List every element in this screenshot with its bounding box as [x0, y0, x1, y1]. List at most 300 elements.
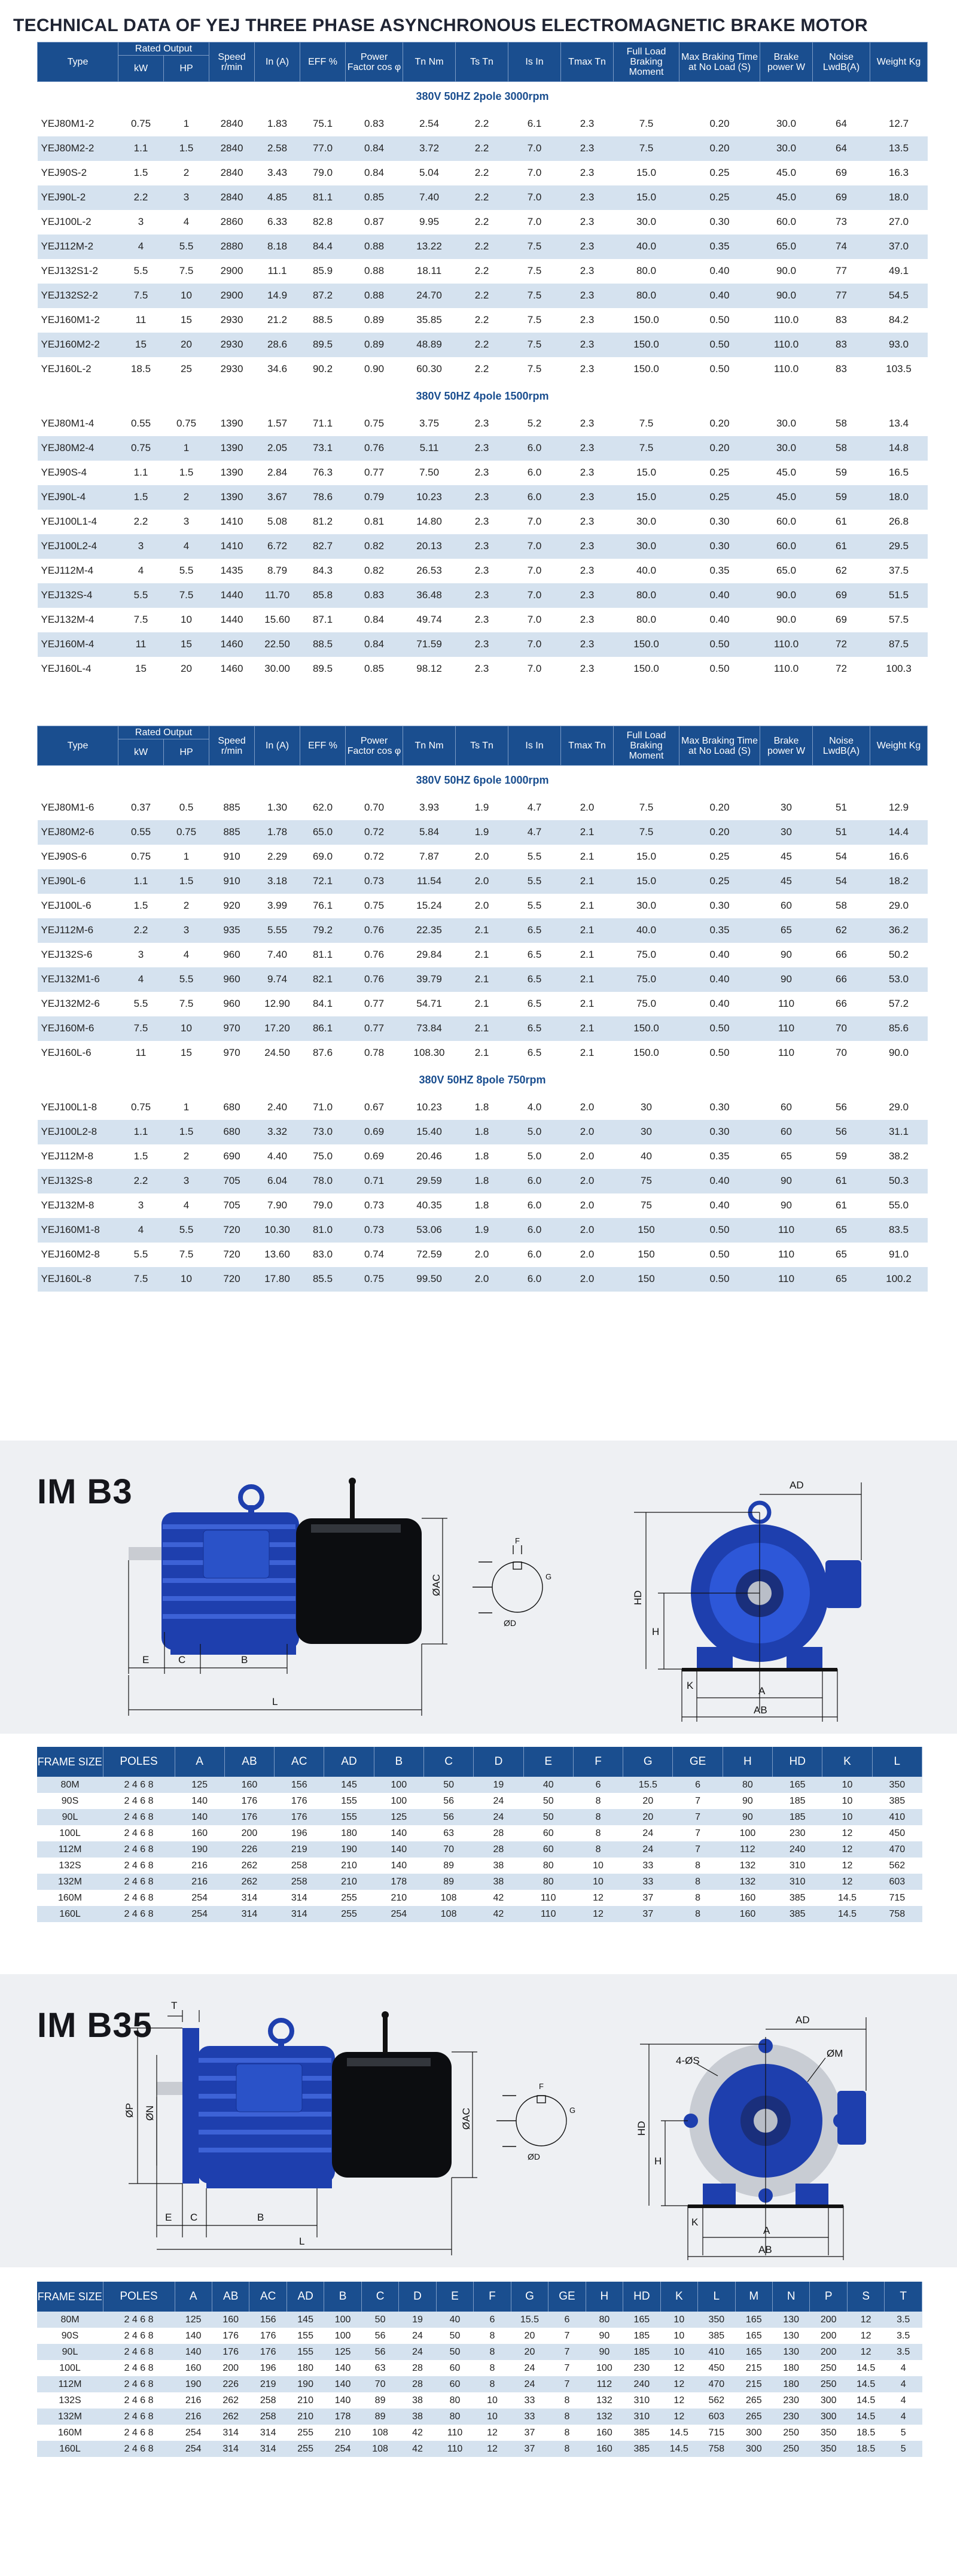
table-cell: 54 [836, 851, 847, 862]
table-cell: 30.00 [264, 663, 290, 674]
table-cell: 8 [564, 2395, 570, 2406]
col-header-kw: kW [118, 739, 164, 766]
table-cell: 54.5 [870, 284, 928, 308]
table-cell: 314 [291, 1892, 307, 1903]
table-cell: 6.0 [527, 1249, 542, 1260]
table-cell: 56 [374, 2330, 386, 2341]
table-cell: 3 [164, 185, 209, 210]
table-cell: 2.58 [255, 136, 300, 161]
table-row [37, 1825, 922, 1841]
table-cell: YEJ132M1-6 [38, 967, 118, 992]
dim-label-AC: ØAC [431, 1574, 442, 1596]
table-cell: 300 [810, 2408, 847, 2425]
imb35-label: IM B35 [37, 2006, 153, 2045]
table-cell: 15.0 [636, 167, 657, 178]
table-cell: 1.8 [456, 1169, 508, 1193]
table-cell: 58 [836, 418, 847, 429]
table-cell: 2 4 6 8 [103, 1874, 175, 1890]
dim-label-D: ØD [504, 1618, 516, 1628]
table-cell: YEJ112M-4 [41, 565, 94, 576]
table-cell: 18.5 [130, 363, 151, 374]
table-cell: 4 [118, 1218, 164, 1243]
dim-col-header: G [511, 2282, 548, 2312]
table-cell: 24 [524, 2362, 535, 2373]
table-cell: 0.77 [364, 998, 385, 1009]
table-cell: 180 [773, 2376, 810, 2392]
table-cell: 6.0 [508, 1267, 561, 1292]
table-cell: 2.1 [474, 1047, 489, 1058]
imb3-shaft-section [473, 1545, 542, 1613]
table-cell: 216 [175, 2408, 212, 2425]
table-cell: 10 [181, 614, 192, 625]
table-cell: 65.0 [776, 565, 797, 576]
table-cell: 38 [493, 1860, 504, 1871]
section-title: 380V 50HZ 6pole 1000rpm [38, 766, 928, 796]
table-row [38, 1095, 928, 1120]
table-row [38, 657, 928, 681]
table-row [38, 918, 928, 943]
table-cell: 7 [548, 2376, 586, 2392]
table-cell: 410 [698, 2344, 735, 2360]
table-cell: 110 [523, 1906, 573, 1922]
table-cell: 1.1 [118, 1120, 164, 1144]
table-cell: 603 [698, 2408, 735, 2425]
table-cell: 8 [573, 1841, 623, 1858]
table-cell: 100.3 [886, 663, 912, 674]
table-cell: 176 [223, 2330, 239, 2341]
table-cell: 81.1 [300, 185, 346, 210]
dim-label-K: K [687, 1680, 694, 1691]
dim-header-row [37, 1747, 922, 1777]
dim-col-header: AB [212, 2282, 249, 2312]
table-cell: 350 [810, 2441, 847, 2457]
table-cell: 5.08 [267, 516, 288, 527]
table-cell: 2900 [209, 284, 255, 308]
table-cell: 28 [412, 2362, 423, 2373]
table-cell: 200 [810, 2344, 847, 2360]
table-cell: 76.1 [312, 900, 333, 911]
table-cell: YEJ100L2-4 [38, 534, 118, 559]
table-cell: 78.6 [300, 485, 346, 510]
table-cell: 0.30 [709, 216, 730, 227]
table-cell: 5.5 [133, 1249, 148, 1260]
table-cell: 50 [449, 2330, 461, 2341]
table-cell: 216 [185, 2395, 202, 2406]
table-cell: 2.84 [267, 467, 288, 478]
table-cell: 76.3 [312, 467, 333, 478]
table-cell: 2.3 [561, 235, 614, 259]
table-cell: 5.04 [419, 167, 440, 178]
table-row [37, 2360, 922, 2376]
table-cell: 255 [297, 2427, 313, 2438]
col-header-tn: Tn Nm [403, 42, 456, 82]
table-cell: 970 [209, 1016, 255, 1041]
table-cell: 210 [391, 1892, 407, 1903]
table-cell: 8.18 [255, 235, 300, 259]
table-cell: 75.1 [312, 118, 333, 129]
table-cell: 4 [183, 1199, 190, 1211]
table-cell: 2.2 [118, 185, 164, 210]
table-cell: 185 [773, 1809, 822, 1825]
table-cell: 185 [789, 1795, 806, 1806]
table-cell: YEJ132M-4 [41, 614, 95, 625]
table-cell: 2.1 [456, 1016, 508, 1041]
table-cell: 216 [175, 1874, 224, 1890]
table-cell: 254 [191, 1892, 208, 1903]
table-cell: 100.2 [870, 1267, 928, 1292]
table-cell: 0.83 [364, 118, 385, 129]
table-cell: YEJ90L-6 [38, 869, 118, 894]
table-cell: 13.4 [888, 418, 909, 429]
dim-col-header: N [773, 2282, 810, 2312]
table-cell: 0.72 [364, 851, 385, 862]
table-cell: 7.5 [508, 235, 561, 259]
table-row [38, 943, 928, 967]
table-cell: 61 [836, 516, 847, 527]
table-cell: 56 [836, 1101, 847, 1113]
table-cell: 14.5 [669, 2427, 688, 2438]
table-cell: 132 [739, 1860, 756, 1871]
table-cell: 6.1 [527, 118, 542, 129]
table-cell: 0.20 [679, 436, 760, 461]
dim-label-K-b35: K [691, 2216, 699, 2228]
table-cell: 7.5 [614, 436, 679, 461]
table-cell: 45.0 [776, 167, 797, 178]
table-cell: 40.0 [614, 918, 679, 943]
table-cell: 82.1 [300, 967, 346, 992]
table-cell: 2.2 [456, 284, 508, 308]
table-cell: 1.8 [474, 1199, 489, 1211]
table-cell: 40.0 [614, 235, 679, 259]
table-cell: 1.5 [118, 485, 164, 510]
table-cell: 65.0 [300, 820, 346, 845]
table-cell: 22.50 [255, 632, 300, 657]
table-cell: 254 [324, 2441, 361, 2457]
table-cell: 132 [586, 2408, 623, 2425]
table-cell: 38 [412, 2395, 423, 2406]
table-cell: 5.0 [527, 1150, 542, 1162]
table-cell: 165 [745, 2330, 762, 2341]
table-cell: 132S [59, 2395, 81, 2406]
table-cell: 226 [212, 2376, 249, 2392]
table-cell: 2.3 [474, 516, 489, 527]
table-cell: 12 [660, 2408, 697, 2425]
table-cell: 16.5 [888, 467, 909, 478]
table-cell: 45 [760, 869, 813, 894]
table-cell: 5.5 [527, 900, 542, 911]
dim-col-header: B [324, 2282, 361, 2312]
table-row [37, 1793, 922, 1809]
table-cell: 56 [423, 1809, 473, 1825]
table-cell: 310 [789, 1860, 806, 1871]
table-cell: 90 [742, 1795, 753, 1806]
table-cell: 935 [209, 918, 255, 943]
table-cell: 65.0 [760, 235, 813, 259]
table-cell: 12 [660, 2376, 697, 2392]
table-row [38, 1193, 928, 1218]
table-cell: 2 4 6 8 [124, 2330, 154, 2341]
table-cell: 603 [872, 1874, 922, 1890]
table-cell: 10.23 [416, 1101, 442, 1113]
table-cell: 4 [183, 949, 190, 960]
table-cell: 0.77 [364, 467, 385, 478]
table-cell: 250 [773, 2441, 810, 2457]
table-cell: 91.0 [888, 1249, 909, 1260]
table-cell: 0.25 [709, 851, 730, 862]
dim-col-header: E [436, 2282, 473, 2312]
table-cell: 93.0 [870, 333, 928, 357]
table-cell: 200 [810, 2312, 847, 2328]
table-cell: 0.20 [679, 820, 760, 845]
table-cell: 132M [37, 1874, 103, 1890]
imb35-diagram [0, 1974, 957, 2267]
table-row [37, 1841, 922, 1858]
table-cell: 2.29 [267, 851, 288, 862]
table-cell: 37.5 [888, 565, 909, 576]
table-cell: 61 [813, 1169, 870, 1193]
table-cell: 75.0 [636, 949, 657, 960]
table-cell: 2.2 [474, 363, 489, 374]
table-cell: YEJ112M-8 [41, 1150, 94, 1162]
table-cell: YEJ112M-2 [38, 235, 118, 259]
table-cell: 7 [673, 1809, 723, 1825]
table-cell: 254 [175, 1906, 224, 1922]
table-cell: 59 [836, 1150, 847, 1162]
dim-col-header: AD [324, 1747, 374, 1777]
table-cell: 15.5 [623, 1777, 673, 1793]
dim-label-AD: AD [790, 1479, 804, 1491]
col-header-type: Type [38, 42, 118, 82]
table-cell: 690 [223, 1150, 240, 1162]
table-cell: 2.0 [561, 1267, 614, 1292]
table-cell: YEJ100L2-8 [38, 1120, 118, 1144]
table-cell: 0.76 [346, 436, 403, 461]
table-cell: 90L [37, 2344, 103, 2360]
table-cell: 100 [324, 2312, 361, 2328]
table-cell: 79.0 [312, 1199, 333, 1211]
dim-col-header: D [399, 2282, 436, 2312]
table-cell: 72.1 [300, 869, 346, 894]
table-cell: 64 [836, 118, 847, 129]
table-row [37, 2312, 922, 2328]
table-cell: 0.69 [364, 1150, 385, 1162]
imb3-dimension-table [37, 1747, 922, 1922]
table-cell: 5.5 [508, 869, 561, 894]
table-row [38, 1218, 928, 1243]
table-cell: 16.6 [888, 851, 909, 862]
table-cell: 6 [548, 2312, 586, 2328]
table-cell: 38 [399, 2408, 436, 2425]
table-cell: 7.0 [508, 185, 561, 210]
table-cell: 0.84 [346, 632, 403, 657]
table-cell: 180 [783, 2362, 800, 2373]
table-cell: 90 [781, 949, 792, 960]
table-cell: 13.60 [264, 1249, 290, 1260]
table-cell: 8 [548, 2441, 586, 2457]
table-cell: 10 [822, 1777, 872, 1793]
table-cell: 6.5 [508, 967, 561, 992]
table-cell: 74 [813, 235, 870, 259]
table-cell: 6.0 [527, 467, 542, 478]
table-cell: 78.0 [300, 1169, 346, 1193]
table-cell: 80.0 [614, 583, 679, 608]
table-cell: 45.0 [760, 185, 813, 210]
table-cell: 56 [813, 1120, 870, 1144]
table-cell: 11.54 [403, 869, 456, 894]
table-cell: 5 [885, 2441, 922, 2457]
col-header-weight: Weight Kg [870, 726, 928, 766]
table-row [38, 1016, 928, 1041]
table-cell: 112M [37, 2376, 103, 2392]
table-cell: 1.5 [164, 1120, 209, 1144]
table-cell: 100 [334, 2330, 351, 2341]
table-cell: 24 [493, 1795, 504, 1806]
table-cell: 1440 [209, 583, 255, 608]
table-cell: 15.60 [264, 614, 290, 625]
table-cell: 2 4 6 8 [124, 1860, 154, 1871]
table-cell: 28 [399, 2376, 436, 2392]
table-cell: 80 [436, 2408, 473, 2425]
table-cell: 8 [474, 2344, 511, 2360]
table-cell: 100 [374, 1777, 423, 1793]
dim-header-row [37, 2282, 922, 2312]
table-cell: 66 [836, 998, 847, 1009]
spec-header-row [38, 726, 928, 739]
table-cell: 200 [820, 2330, 837, 2341]
table-cell: 1440 [220, 614, 243, 625]
table-cell: 0.82 [364, 565, 385, 576]
table-row [38, 967, 928, 992]
table-cell: 8 [673, 1874, 723, 1890]
table-cell: 7.40 [267, 949, 288, 960]
table-cell: 2.1 [456, 967, 508, 992]
col-header-weight: Weight Kg [870, 42, 928, 82]
table-cell: 69 [813, 583, 870, 608]
table-cell: 165 [735, 2312, 772, 2328]
table-cell: 160 [739, 1892, 756, 1903]
dim-label-HD: HD [632, 1590, 644, 1605]
table-row [38, 308, 928, 333]
table-cell: 160 [723, 1906, 772, 1922]
col-header-max_braking: Max Braking Time at No Load (S) [679, 42, 760, 82]
table-cell: 262 [212, 2408, 249, 2425]
imb35-dimension-table [37, 2282, 922, 2457]
table-cell: 84.1 [312, 998, 333, 1009]
table-cell: 4.85 [255, 185, 300, 210]
table-cell: 8 [489, 2330, 495, 2341]
table-cell: 75 [641, 1199, 652, 1211]
dim-label-B-b35: B [257, 2212, 264, 2223]
table-cell: YEJ90S-6 [41, 851, 87, 862]
table-cell: 3.67 [255, 485, 300, 510]
table-cell: 7.40 [403, 185, 456, 210]
table-cell: YEJ132S1-2 [41, 265, 98, 276]
col-header-in: In (A) [255, 42, 300, 82]
table-cell: 10 [474, 2408, 511, 2425]
table-cell: 2930 [220, 314, 243, 325]
table-cell: 1.30 [267, 802, 288, 813]
table-cell: 2.2 [133, 516, 148, 527]
table-cell: 2.3 [580, 167, 595, 178]
table-cell: 53.06 [403, 1218, 456, 1243]
table-cell: YEJ132S2-2 [38, 284, 118, 308]
table-cell: 1.1 [118, 869, 164, 894]
dim-col-header: L [872, 1747, 922, 1777]
table-cell: 7.50 [419, 467, 440, 478]
table-cell: 29.84 [416, 949, 442, 960]
table-cell: 24 [399, 2344, 436, 2360]
table-cell: 314 [223, 2427, 239, 2438]
table-row [38, 820, 928, 845]
table-cell: 2.3 [561, 534, 614, 559]
table-cell: 0.40 [709, 265, 730, 276]
table-cell: 125 [324, 2344, 361, 2360]
section-title-row [38, 766, 928, 796]
table-cell: 31.1 [870, 1120, 928, 1144]
table-cell: 705 [209, 1169, 255, 1193]
table-cell: 6.0 [508, 436, 561, 461]
table-cell: 176 [224, 1809, 274, 1825]
table-cell: 110.0 [773, 314, 799, 325]
table-cell: 210 [287, 2408, 324, 2425]
table-cell: 680 [223, 1101, 240, 1113]
table-cell: 410 [872, 1809, 922, 1825]
table-cell: 2930 [220, 363, 243, 374]
table-cell: 2.1 [580, 851, 595, 862]
table-cell: 18.2 [870, 869, 928, 894]
table-cell: 0.84 [364, 167, 385, 178]
table-cell: 12 [822, 1841, 872, 1858]
table-cell: 960 [209, 967, 255, 992]
table-cell: 1.83 [267, 118, 288, 129]
table-cell: 50.2 [888, 949, 909, 960]
table-cell: 0.30 [679, 534, 760, 559]
dim-col-header: AD [287, 2282, 324, 2312]
table-cell: 51 [813, 820, 870, 845]
table-cell: 88.5 [312, 314, 333, 325]
table-cell: 1.9 [474, 802, 489, 813]
table-cell: 156 [275, 1777, 324, 1793]
table-cell: 2.3 [561, 632, 614, 657]
dim-label-C-b35: C [190, 2212, 198, 2223]
table-cell: YEJ80M1-6 [41, 802, 95, 813]
table-cell: 720 [209, 1267, 255, 1292]
table-row [37, 2376, 922, 2392]
dim-label-G: G [545, 1572, 552, 1581]
table-cell: 24 [474, 1809, 523, 1825]
table-cell: 300 [745, 2427, 762, 2438]
table-cell: 3.99 [267, 900, 288, 911]
table-cell: 160M [57, 1892, 83, 1903]
col-header-tn: Tn Nm [403, 726, 456, 766]
table-cell: 1 [183, 851, 190, 862]
table-cell: 562 [889, 1860, 906, 1871]
table-cell: 37 [524, 2427, 535, 2438]
table-cell: 20 [511, 2344, 548, 2360]
table-row [37, 1809, 922, 1825]
table-cell: 7.0 [527, 614, 542, 625]
table-cell: 20 [623, 1809, 673, 1825]
col-header-full_load: Full Load Braking Moment [614, 726, 679, 766]
table-cell: 50 [436, 2344, 473, 2360]
table-cell: 12 [573, 1906, 623, 1922]
dim-col-header: P [810, 2282, 847, 2312]
table-cell: 1460 [220, 663, 243, 674]
table-cell: 85.6 [870, 1016, 928, 1041]
table-cell: 5 [900, 2427, 906, 2438]
table-cell: 210 [297, 2395, 313, 2406]
table-cell: 140 [374, 1841, 423, 1858]
